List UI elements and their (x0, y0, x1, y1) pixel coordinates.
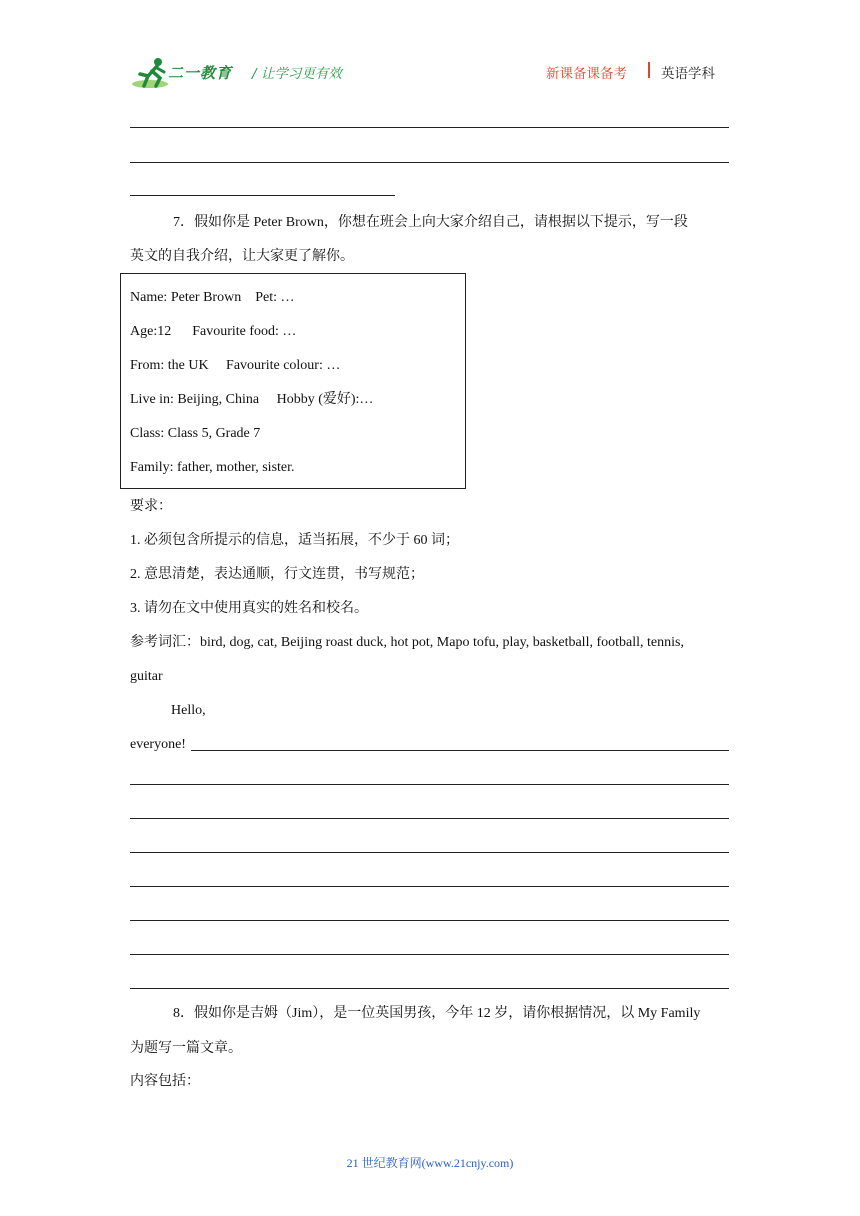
header-tagline: 新课备课备考 (546, 66, 627, 82)
answer-line (130, 784, 729, 785)
answer-line (130, 988, 729, 989)
q7-prompt-cont: 英文的自我介绍，让大家更了解你。 (130, 249, 354, 264)
vocabulary-cont: guitar (130, 669, 163, 684)
answer-line (130, 818, 729, 819)
requirement-item: 1. 必须包含所提示的信息，适当拓展，不少于 60 词； (130, 533, 459, 548)
info-line: Family: father, mother, sister. (130, 460, 295, 475)
greeting-cont: everyone! (130, 737, 186, 752)
q7-prompt: 7．假如你是 Peter Brown，你想在班会上向大家介绍自己，请根据以下提示，写一段 (173, 215, 688, 230)
answer-line (130, 886, 729, 887)
q8-prompt: 8．假如你是吉姆（Jim），是一位英国男孩，今年 12 岁，请你根据情况，以 My Family (173, 1006, 701, 1021)
answer-line (130, 954, 729, 955)
answer-line (130, 162, 729, 163)
q8-prompt-cont: 为题写一篇文章。 (130, 1041, 242, 1056)
info-line: Age:12 Favourite food: … (130, 324, 297, 339)
info-line: Live in: Beijing, China Hobby (爱好):… (130, 392, 374, 407)
vocabulary: 参考词汇：bird, dog, cat, Beijing roast duck, hot pot, Mapo tofu, play, basketball, football, tennis, (130, 635, 684, 650)
answer-line (130, 852, 729, 853)
answer-line (191, 750, 729, 751)
requirements-title: 要求： (130, 499, 172, 514)
slogan: / 让学习更有效 (252, 66, 342, 82)
info-line: Name: Peter Brown Pet: … (130, 290, 295, 305)
info-line: Class: Class 5, Grade 7 (130, 426, 261, 441)
header-divider (648, 62, 650, 78)
answer-line (130, 195, 395, 196)
content-label: 内容包括： (130, 1074, 200, 1089)
header-subject: 英语学科 (661, 66, 715, 82)
requirement-item: 2. 意思清楚，表达通顺，行文连贯，书写规范； (130, 567, 424, 582)
answer-line (130, 127, 729, 128)
answer-line (130, 920, 729, 921)
footer-link[interactable]: 21 世纪教育网(www.21cnjy.com) (346, 1156, 514, 1170)
greeting: Hello, (171, 703, 206, 718)
requirement-item: 3. 请勿在文中使用真实的姓名和校名。 (130, 601, 368, 616)
logo-text: 二一教育 (168, 64, 233, 82)
info-line: From: the UK Favourite colour: … (130, 358, 341, 373)
